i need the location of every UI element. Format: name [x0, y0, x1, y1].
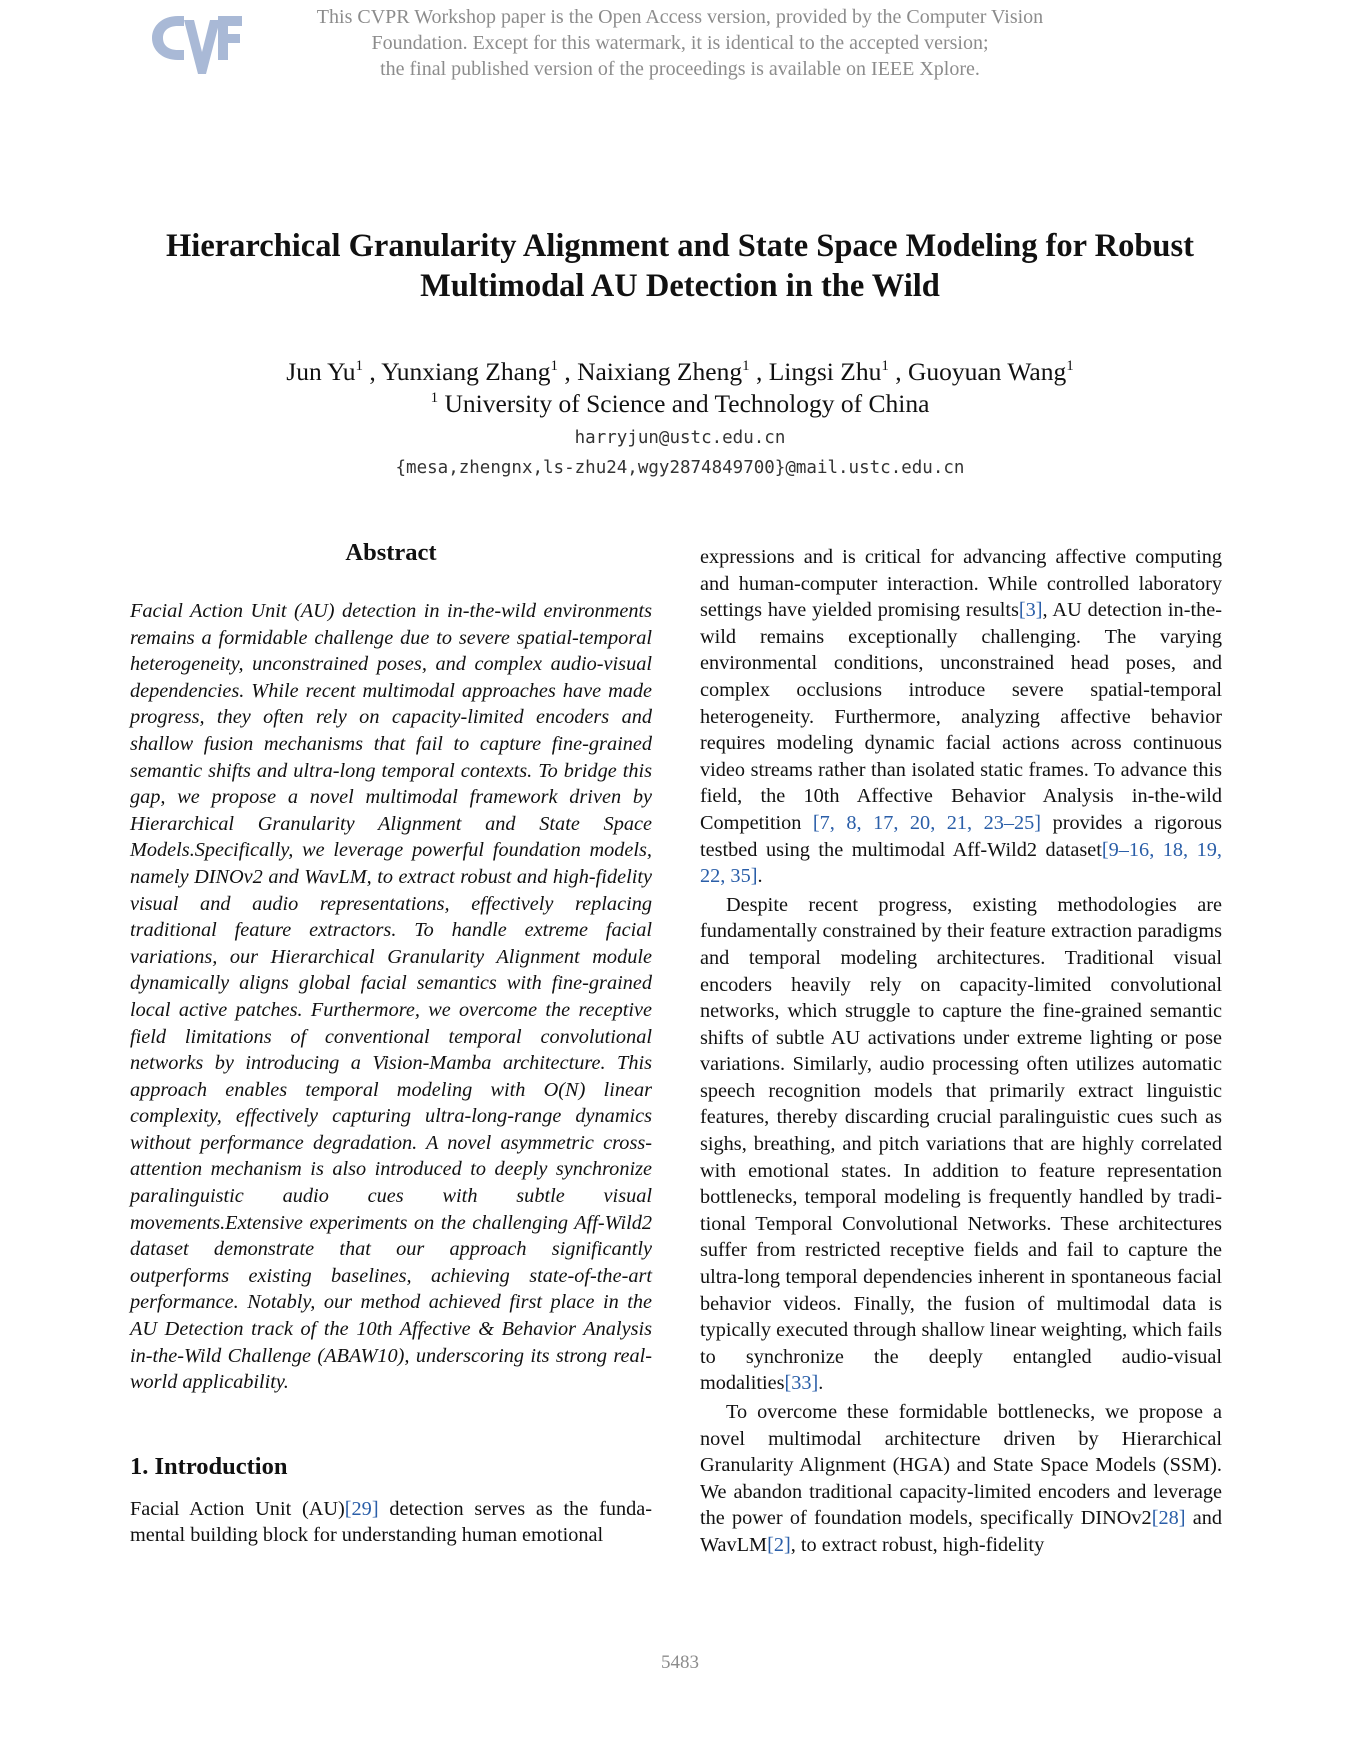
citation-link[interactable]: [28] [1151, 1507, 1186, 1530]
intro-text: . [818, 1372, 824, 1395]
author-name: Jun Yu [286, 357, 356, 386]
author-affil-marker: 1 [355, 358, 363, 374]
watermark-text [270, 4, 1090, 82]
citation-link[interactable]: [33] [784, 1372, 819, 1395]
citation-link[interactable]: [29] [344, 1497, 379, 1520]
author-list: Jun Yu$^1$ , Yunxiang Zhang$^1$ , Naixiang Zheng$^1$ , Lingsi Zhu$^1$ , Guoyuan Wang$^1$ [286, 357, 1074, 386]
left-column [130, 538, 652, 1549]
affiliation [150, 388, 1210, 420]
watermark-line: This CVPR Workshop paper is the Open Access version, provided by the Computer Vision [316, 6, 1044, 28]
author-emails-group: {mesa,zhengnx,ls-zhu24,wgy2874849700}@mail.ustc.edu.cn [395, 458, 965, 478]
intro-paragraph [700, 1399, 1222, 1559]
author-affil-marker: 1 [742, 358, 750, 374]
intro-text: . [757, 865, 763, 888]
author-affil-marker: 1 [881, 358, 889, 374]
citation-link[interactable]: [2] [767, 1533, 791, 1556]
title-line: Hierarchical Granularity Alignment and State Space Modeling for Robust [166, 228, 1194, 264]
citation-link[interactable]: [3] [1018, 599, 1043, 622]
page-number: 5483 [661, 1652, 699, 1673]
paper-title [150, 226, 1210, 306]
affiliation-marker: 1 [430, 390, 439, 406]
watermark-line: the final published version of the proceedings is available on IEEE Xplore. [380, 58, 980, 80]
intro-text: expressions and is critical for advancing affective computing and human-computer interaction. While controlled laboratory settings have yielded promising results [700, 546, 1222, 622]
cvf-logo-icon [148, 12, 244, 78]
intro-paragraph [700, 892, 1222, 1397]
affiliation-name: University of Science and Technology of China [444, 389, 930, 418]
abstract-text [130, 598, 652, 1396]
section-heading-introduction: 1. Introduction [130, 1452, 288, 1480]
author-name: Naixiang Zheng [577, 357, 743, 386]
intro-text: , to extract robust, high-fidelity [790, 1533, 1045, 1556]
abstract-text-part: Facial Action Unit (AU) detection in in-the-wild environments remains a formidable challenge due to severe spatial-temporal heterogeneity, unconstrained poses, and complex audio-visual dependencies. While recent multimodal approaches have made progress, they often rely on capacity-limited encoders and shallow fusion mechanisms that fail to capture fine-grained semantic shifts and ultra-long temporal contexts. To bridge this gap, we propose a novel multimodal framework driven by Hierarchical Granularity Alignment and State Space Models.Specifically, we leverage powerful foundation models, namely DINOv2 and WavLM, to extract robust and high-fidelity visual and audio representations, effectively replacing traditional feature extractors. To handle extreme facial variations, our Hierarchical Granularity Alignment module dynamically aligns global facial semantics with fine-grained local active patches. Furthermore, we overcome the receptive field limitations of conventional temporal convolutional networks by introducing a Vision-Mamba architecture. This approach enables temporal modeling with [130, 600, 652, 1101]
math-expression: O(N) [543, 1078, 586, 1101]
author-name: Yunxiang Zhang [381, 357, 551, 386]
intro-text: detection serves as the fundamental building block for understanding human emotional [130, 1497, 653, 1547]
citation-link[interactable]: [7, 8, 17, 20, 21, 23–25] [812, 811, 1042, 834]
title-line: Multimodal AU Detection in the Wild [420, 268, 940, 304]
author-affil-marker: 1 [1066, 358, 1074, 374]
intro-text: To overcome these formidable bottlenecks, we propose a novel multimodal architecture driven by Hierarchical Granularity Alignment (HGA) and State Space Models (SSM). We abandon traditional capacity-limited encoders and leverage the power of foundation models, specifically DINOv2 [700, 1401, 1222, 1530]
intro-paragraph [130, 1496, 652, 1549]
right-column [700, 544, 1222, 1559]
citation-link[interactable]: [9–16, 18, 19, 22, 35] [700, 838, 1222, 888]
abstract-heading: Abstract [345, 539, 437, 566]
abstract-text-part: linear complexity, effectively capturing ultra-long-range dynamics without performance degradation. A novel asymmetric cross-attention mechanism is also introduced to deeply synchronize paralinguistic audio cues with subtle visual movements.Extensive experiments on the challenging Aff-Wild2 dataset demonstrate that our approach significantly outperforms existing baselines, achieving state-of-the-art performance. Notably, our method achieved first place in the AU Detection track of the 10th Affective & Behavior Analysis in-the-Wild Challenge (ABAW10), underscoring its strong real-world applicability. [130, 1078, 652, 1394]
author-affil-marker: 1 [550, 358, 558, 374]
intro-text: Despite recent progress, existing methodologies are fundamentally constrained by their feature extraction paradigms and temporal modeling architectures. Traditional visual encoders heavily rely on capacity-limited convolutional networks, which struggle to capture the fine-grained semantic shifts of subtle AU activations under extreme lighting or pose variations. Similarly, audio processing often utilizes automatic speech recognition models that primarily extract linguistic features, thereby discarding crucial paralinguistic cues such as sighs, breathing, and pitch variations that are highly correlated with emotional states. In addition to feature representation bottlenecks, temporal modeling is frequently handled by traditional Temporal Convolutional Networks. These architectures suffer from restricted receptive fields and fail to capture the ultra-long temporal dependencies inherent in spontaneous facial behavior videos. Finally, the fusion of multimodal data is typically executed through shallow linear weighting, which fails to synchronize the deeply entangled audio-visual modalities [700, 893, 1222, 1395]
author-email: harryjun@ustc.edu.cn [574, 428, 786, 448]
author-name: Guoyuan Wang [907, 357, 1067, 386]
intro-text: provides a rigorous testbed using the multimodal Aff-Wild2 dataset [700, 811, 1223, 861]
intro-text: Facial Action Unit (AU) [130, 1497, 345, 1520]
author-name: Lingsi Zhu [768, 357, 882, 386]
intro-paragraph [700, 544, 1222, 890]
intro-text: , AU detection in-the-wild remains exceptionally challenging. The varying environmental conditions, unconstrained head poses, and complex occlusions introduce severe spatial-temporal heterogeneity. Furthermore, analyzing affective behavior requires modeling dynamic facial actions across continuous video streams rather than isolated static frames. To advance this field, the 10th Affective Behavior Analysis in-the-wild Competition [700, 599, 1222, 834]
watermark-line: Foundation. Except for this watermark, it is identical to the accepted version; [371, 32, 989, 54]
intro-text: and WavLM [700, 1507, 1222, 1556]
